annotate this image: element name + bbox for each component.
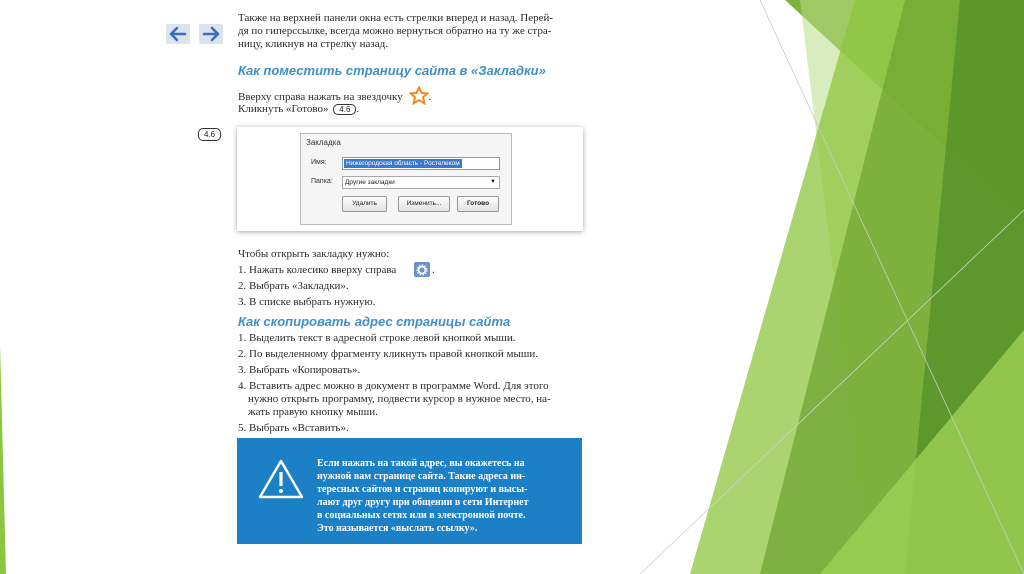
- open-step-2: 2. Выбрать «Закладки».: [238, 280, 349, 292]
- warning-line-1: Если нажать на такой адрес, вы окажетесь на: [317, 458, 525, 469]
- warning-line-4: лают друг другу при общении в сети Интернет: [317, 497, 529, 508]
- figure-ref-badge: 4.6: [333, 104, 356, 115]
- intro-line-1: Также на верхней панели окна есть стрелки вперед и назад. Перей-: [238, 12, 554, 24]
- bookmark-dialog-figure: [237, 127, 583, 231]
- document-page: [163, 0, 593, 574]
- section1-line1-end: .: [428, 91, 432, 103]
- intro-line-2: дя по гиперссылке, всегда можно вернуться обратно на ту же стра-: [238, 25, 552, 37]
- folder-select[interactable]: [342, 176, 500, 189]
- open-bookmark-title: Чтобы открыть закладку нужно:: [238, 248, 390, 260]
- warning-line-6: Это называется «выслать ссылку».: [317, 523, 478, 534]
- arrow-left-icon: [166, 24, 190, 44]
- delete-button[interactable]: Удалить: [342, 196, 387, 212]
- copy-step-4-line1: 4. Вставить адрес можно в документ в программе Word. Для этого: [238, 380, 549, 392]
- section1-line2: [238, 103, 359, 117]
- done-button[interactable]: Готово: [457, 196, 499, 212]
- bookmark-dialog: [300, 133, 512, 225]
- gear-icon: [414, 262, 430, 277]
- warning-line-5: в социальных сетях или в электронной почте.: [317, 510, 526, 521]
- section1-heading: Как поместить страницу сайта в «Закладки»: [238, 63, 546, 78]
- copy-step-3: 3. Выбрать «Копировать».: [238, 364, 361, 376]
- name-label: Имя:: [311, 159, 327, 166]
- copy-step-2: 2. По выделенному фрагменту кликнуть правой кнопкой мыши.: [238, 348, 538, 360]
- section1-line2-end: .: [356, 103, 360, 115]
- copy-step-1: 1. Выделить текст в адресной строке левой кнопкой мыши.: [238, 332, 516, 344]
- section1-line1-text: Вверху справа нажать на звездочку: [238, 91, 403, 103]
- open-step-3: 3. В списке выбрать нужную.: [238, 296, 376, 308]
- open-step-1-text: 1. Нажать колесико вверху справа: [238, 264, 397, 276]
- dropdown-caret-icon: ▼: [490, 179, 496, 185]
- edit-button[interactable]: Изменить...: [398, 196, 450, 212]
- section2-heading: Как скопировать адрес страницы сайта: [238, 314, 511, 329]
- copy-step-4-line3: жать правую кнопку мыши.: [248, 406, 378, 418]
- folder-select-value: Другие закладки: [345, 179, 395, 186]
- warning-text: [317, 457, 562, 535]
- intro-line-3: ницу, кликнув на стрелку назад.: [238, 38, 388, 50]
- bookmark-name-input[interactable]: [342, 157, 500, 170]
- folder-label: Папка:: [311, 178, 333, 185]
- back-arrow-button: [166, 24, 190, 44]
- open-step-1: [238, 264, 396, 278]
- figure-number-badge: 4.6: [198, 128, 221, 141]
- warning-line-3: тересных сайтов и страниц копируют и высы-: [317, 484, 528, 495]
- warning-line-2: нужной вам странице сайта. Такие адреса ин-: [317, 471, 526, 482]
- open-step-1-end: .: [432, 264, 435, 276]
- section1-line2-text: Кликнуть «Готово»: [238, 103, 329, 115]
- bookmark-name-value: Нижегородская область - Ростелеком: [346, 160, 460, 167]
- copy-step-4-line2: нужно открыть программу, подвести курсор в нужное место, на-: [248, 393, 551, 405]
- warning-triangle-icon: [257, 458, 305, 500]
- warning-box: [237, 438, 582, 544]
- arrow-right-icon: [199, 24, 223, 44]
- left-green-strip: [0, 345, 6, 574]
- forward-arrow-button: [199, 24, 223, 44]
- star-icon: [409, 86, 429, 105]
- dialog-title: Закладка: [306, 138, 341, 147]
- copy-step-5: 5. Выбрать «Вставить».: [238, 422, 349, 434]
